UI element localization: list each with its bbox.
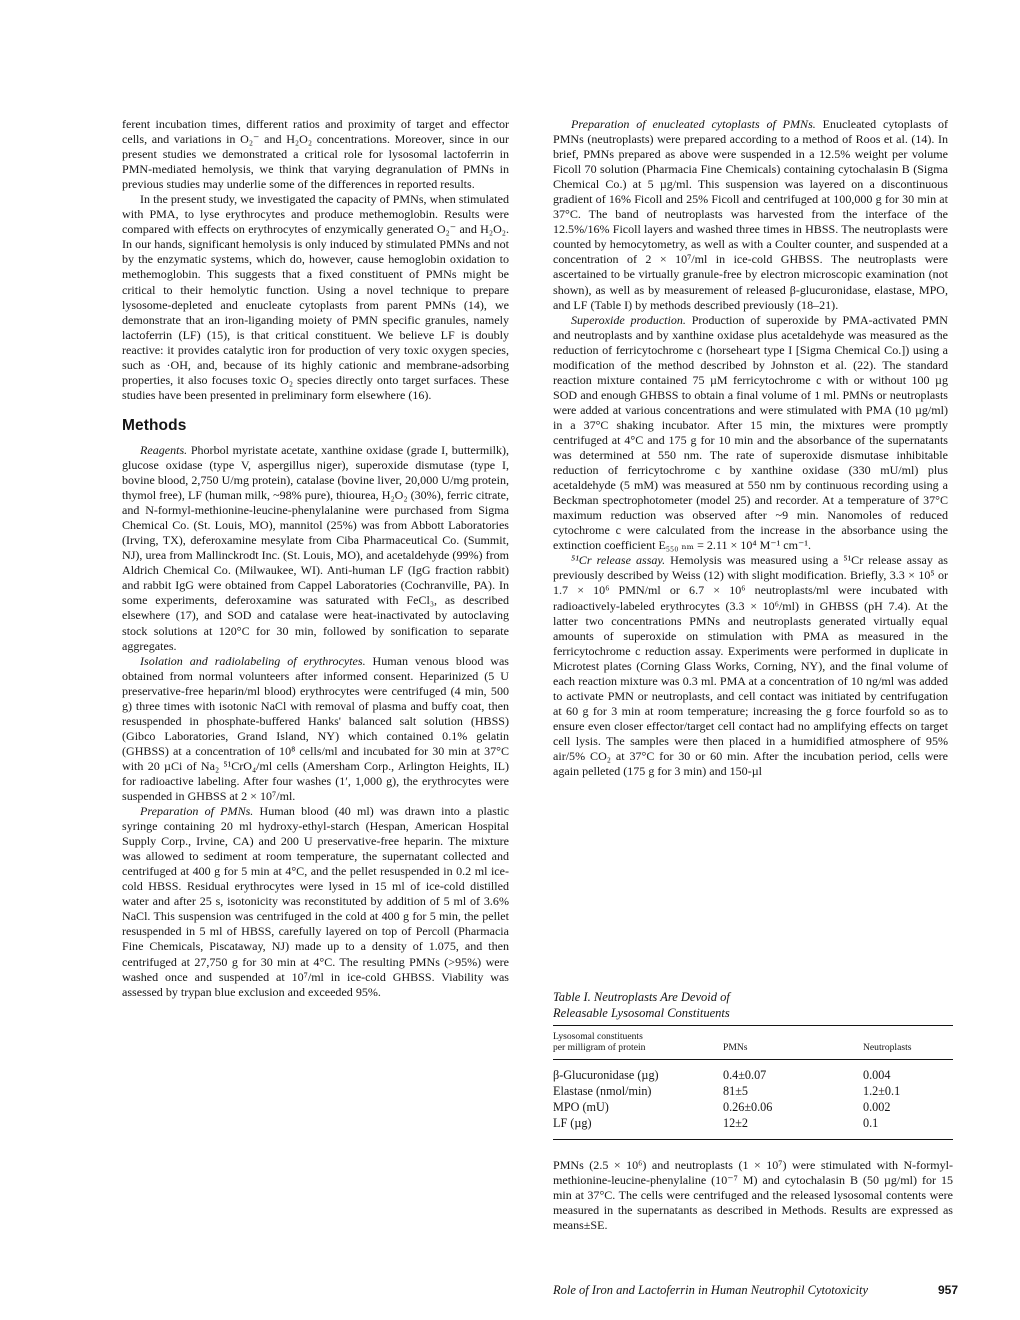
row-neutroplast-value: 0.1 (863, 1116, 879, 1130)
table-footnote: PMNs (2.5 × 10⁶) and neutroplasts (1 × 10⁷) were stimulated with N-formyl-methionine-leucine-phenylaline (10⁻⁷ M) and cytochalasin B (50 µg/ml) for 15 min at 37°C. The cells were centrifuged and the released lysosomal contents were measured in the supernatants as described in Methods. Results are expressed as means±SE. (553, 1158, 953, 1233)
row-neutroplast-value: 0.002 (863, 1100, 891, 1114)
left-column (122, 117, 509, 1000)
row-pmn-value: 12±2 (723, 1116, 748, 1130)
enucleated-paragraph (553, 117, 948, 313)
table-row (553, 1099, 953, 1115)
isolation-text: Human venous blood was obtained from normal volunteers after informed consent. Heparinized (5 U preservative-free heparin/ml blood) erythrocytes were centrifuged (4 min, 500 g) three times with isotonic NaCl with removal of plasma and buffy coat, then resuspended in phosphate-buffered Hanks' balanced salt solution (HBSS) (Gibco Laboratories, Grand Island, NY) which contained 0.1% gelatin (GHBSS) at a concentration of 10⁸ cells/ml and incubated for 30 min at 37°C with 20 µCi of Na₂ ⁵¹CrO₄/ml cells (Amersham Corp., Arlington Heights, IL) for radioactive labeling. After four washes (1′, 1,000 g), the erythrocytes were suspended in GHBSS at 2 × 10⁷/ml. (122, 653, 509, 804)
pmn-preparation-paragraph (122, 804, 509, 1000)
superoxide-paragraph (553, 313, 948, 554)
reagents-text: Phorbol myristate acetate, xanthine oxidase (grade I, buttermilk), glucose oxidase (type V, aspergillus niger), superoxide dismutase (type I, bovine blood, 2,750 U/mg protein), catalase (bovine liver, 20,000 U/mg protein, thymol free), LF (human milk, ~98% pure), thiourea, H₂O₂ (30%), ferric citrate, and N-formyl-methionine-leucine-phenylalanine were purchased from Sigma Chemical Co. (St. Louis, MO), mannitol (25%) was from Abbott Laboratories (Irving, TX), deferoxamine mesylate from Ciba Pharmaceutical Co. (Summit, NJ), urea from Mallinckrodt Inc. (St. Louis, MO), and acetaldehyde (99%) from Aldrich Chemical Co. (Milwaukee, WI). Anti-human LF (IgG fraction rabbit) and rabbit IgG were obtained from Cappel Laboratories (Cochranville, PA). In some experiments, deferoxamine was saturated with FeCl₃, as described elsewhere (17), and SOD and catalase were heat-inactivated by autoclaving stock solutions at 120°C for 30 min, followed by sonification to separate aggregates. (122, 442, 509, 653)
running-title: Role of Iron and Lactoferrin in Human Neutrophil Cytotoxicity (553, 1283, 869, 1297)
row-label: Elastase (nmol/min) (553, 1084, 652, 1098)
row-label: LF (µg) (553, 1116, 592, 1130)
header-constituents-line-2: per milligram of protein (553, 1042, 646, 1053)
row-neutroplast-value: 1.2±0.1 (863, 1084, 901, 1098)
table-row (553, 1060, 953, 1083)
isolation-paragraph (122, 654, 509, 804)
table-row (553, 1115, 953, 1139)
row-label: MPO (mU) (553, 1100, 609, 1114)
row-neutroplast-value: 0.004 (863, 1068, 891, 1082)
header-pmns: PMNs (723, 1042, 748, 1053)
pmn-run-in: Preparation of PMNs. (140, 804, 254, 819)
table-bottom-rule (553, 1139, 953, 1140)
cr-run-in: ⁵¹Cr release assay. (571, 553, 666, 568)
table-body (553, 1059, 953, 1139)
enucleated-text: Enucleated cytoplasts of PMNs (neutroplasts) were prepared according to a method of Roos et al. (14). In brief, PMNs prepared as above were suspended in a 12.5% weight per volume Ficoll 70 solution (Pharmacia Fine Chemicals) containing cytochalasin B (Sigma Chemical Co.) at 5 µg/ml. This suspension was layered on a discontinuous gradient of 16% Ficoll and 25% Ficoll and centrifuged at 100,000 g for 30 min at 37°C. The band of neutroplasts was harvested from the interface of the 12.5%/16% Ficoll layers and washed three times in HBSS. The neutroplasts were counted by hemocytometry, as well as with a Coulter counter, and suspended at a concentration of 2 × 10⁷/ml in ice-cold GHBSS. The neutroplasts were ascertained to be virtually granule-free by electron microscopic examination (not shown), as well as by measurement of released β-glucuronidase, elastase, MPO, and LF (Table I) by methods described previously (18–21). (553, 117, 948, 312)
table-title-line-2: Releasable Lysosomal Constituents (553, 1005, 730, 1020)
methods-heading: Methods (122, 416, 187, 434)
table-row (553, 1083, 953, 1099)
isolation-run-in: Isolation and radiolabeling of erythrocytes. (140, 653, 366, 668)
superoxide-run-in: Superoxide production. (571, 312, 686, 327)
intro-paragraph-continued: ferent incubation times, different ratios and proximity of target and effector cells, and variations in O₂⁻ and H₂O₂ concentrations. Moreover, since in our present studies we demonstrated a critical role for lysosomal lactoferrin in PMN-mediated hemolysis, we think that varying degranulation of PMNs in previous studies may underlie some of the differences in reported results. (122, 117, 509, 192)
right-column (553, 117, 948, 779)
table-header-row (553, 1026, 953, 1059)
reagents-paragraph (122, 443, 509, 654)
table-grid (553, 1026, 953, 1139)
intro-paragraph-present-study: In the present study, we investigated the capacity of PMNs, when stimulated with PMA, to lyse erythrocytes and produce methemoglobin. Results were compared with effects on erythrocytes of enzymically generated O₂⁻ and H₂O₂. In our hands, significant hemolysis is only induced by stimulated PMNs and not by the enzymatic systems, which do, however, cause hemoglobin oxidation to methemoglobin. This suggests that a fixed constituent of PMNs might be critical to their hemolytic function. Using a novel technique to prepare lysosome-depleted and enucleate cytoplasts from parent PMNs (14), we demonstrate that an iron-liganding moiety of PMN specific granules, namely lactoferrin (LF) (15), is that critical constituent. We believe LF is doubly reactive: it provides catalytic iron for production of very toxic oxygen species, such as ·OH, and, because of its highly cationic and membrane-adsorbing properties, it also focuses toxic O₂ species directly onto target surfaces. These studies have been presented in preliminary form elsewhere (16). (122, 192, 509, 402)
enucleated-run-in: Preparation of enucleated cytoplasts of PMNs. (571, 117, 816, 131)
table-title (553, 990, 953, 1021)
row-pmn-value: 0.4±0.07 (723, 1068, 767, 1082)
row-pmn-value: 0.26±0.06 (723, 1100, 773, 1114)
pmn-text: Human blood (40 ml) was drawn into a plastic syringe containing 20 ml hydroxy-ethyl-starch (Hespan, American Hospital Supply Corp., Irvine, CA) and 200 U preservative-free heparin. The mixture was allowed to sediment at room temperature, the supernatant collected and centrifuged at 400 g for 5 min at 4°C, and the pellet resuspended in 0.2 ml ice-cold HBSS. Residual erythrocytes were lysed in 15 ml of ice-cold distilled water and after 25 s, isotonicity was reconstituted by addition of 5 ml of 3.6% NaCl. This suspension was centrifuged in the cold at 400 g for 5 min, the pellet resuspended in 5 ml of HBSS, carefully layered on top of Percoll (Pharmacia Fine Chemicals, Piscataway, NJ) made up to a density of 1.075, and then centrifuged at 27,750 g for 30 min at 4°C. The resulting PMNs (>95%) were washed once and suspended at 10⁷/ml in ice-cold GHBSS. Viability was assessed by trypan blue exclusion and exceeded 95%. (122, 804, 509, 999)
cr-release-paragraph (553, 553, 948, 779)
reagents-run-in: Reagents. (140, 442, 188, 457)
page-number: 957 (937, 1283, 958, 1297)
table-title-line-1: Table I. Neutroplasts Are Devoid of (553, 990, 730, 1004)
header-constituents (553, 1026, 723, 1059)
header-constituents-line-1: Lysosomal constituents (553, 1031, 643, 1042)
row-pmn-value: 81±5 (723, 1084, 748, 1098)
row-label: β-Glucuronidase (µg) (553, 1068, 659, 1082)
cr-text: Hemolysis was measured using a ⁵¹Cr release assay as previously described by Weiss (12) with slight modification. Briefly, 3.3 × 10⁵ or 1.7 × 10⁶ PMN/ml or 6.7 × 10⁶ neutroplasts/ml were incubated with radioactively-labeled erythrocytes (3.3 × 10⁶/ml) in GHBSS (pH 7.4). At the latter two concentrations PMNs and neutroplasts generated virtually equal amounts of superoxide on stimulation with PMA as measured in the ferricytochrome c reduction assay. Experiments were performed in duplicate in Microtest plates (Corning Glass Works, Corning, NY), and the final volume of each reaction mixture was 0.3 ml. PMA at a concentration of 10 ng/ml was added to activate PMN or neutroplasts, and cell contact was initiated by centrifugation at 60 g for 3 min at room temperature; increasing the g force fourfold so as to ensure even closer effector/target cell contact had no amplifying effects on target cell lysis. The samples were then placed in a humidified atmosphere of 95% air/5% CO₂ at 37°C for 30 or 60 min. After the incubation period, cells were again pelleted (175 g for 3 min) and 150-µl (553, 553, 948, 779)
table-1 (553, 990, 953, 1233)
header-neutroplasts: Neutroplasts (863, 1042, 912, 1053)
superoxide-text: Production of superoxide by PMA-activated PMN and neutroplasts and by xanthine oxidase plus acetaldehyde was measured as the reduction of ferricytochrome c (horseheart type I [Sigma Chemical Co.]) using a modification of the method described by Johnston et al. (22). The standard reaction mixture contained 75 µM ferricytochrome c with or without 100 µg SOD and enough GHBSS to obtain a final volume of 1 ml. PMNs or neutroplasts were added at various concentrations and were stimulated with PMA (10 µg/ml) in a 37°C shaking incubator. After 15 min, the mixtures were promptly centrifuged at 4°C and 175 g for 10 min and the absorbance of the supernatants was determined at 550 nm. The rate of superoxide dismutase inhibitable reduction of ferricytochrome c by xanthine oxidase (330 mU/ml) plus acetaldehyde (5 mM) was measured at 550 nm by continuous recording using a Beckman spectrophotometer (model 25) and recorder. At a temperature of 37°C maximum reduction was observed after ~9 min. Nanomoles of reduced cytochrome c were calculated from the increase in the absorbance using the extinction coefficient E₅₅₀ ₙₘ = 2.11 × 10⁴ M⁻¹ cm⁻¹. (553, 312, 948, 553)
